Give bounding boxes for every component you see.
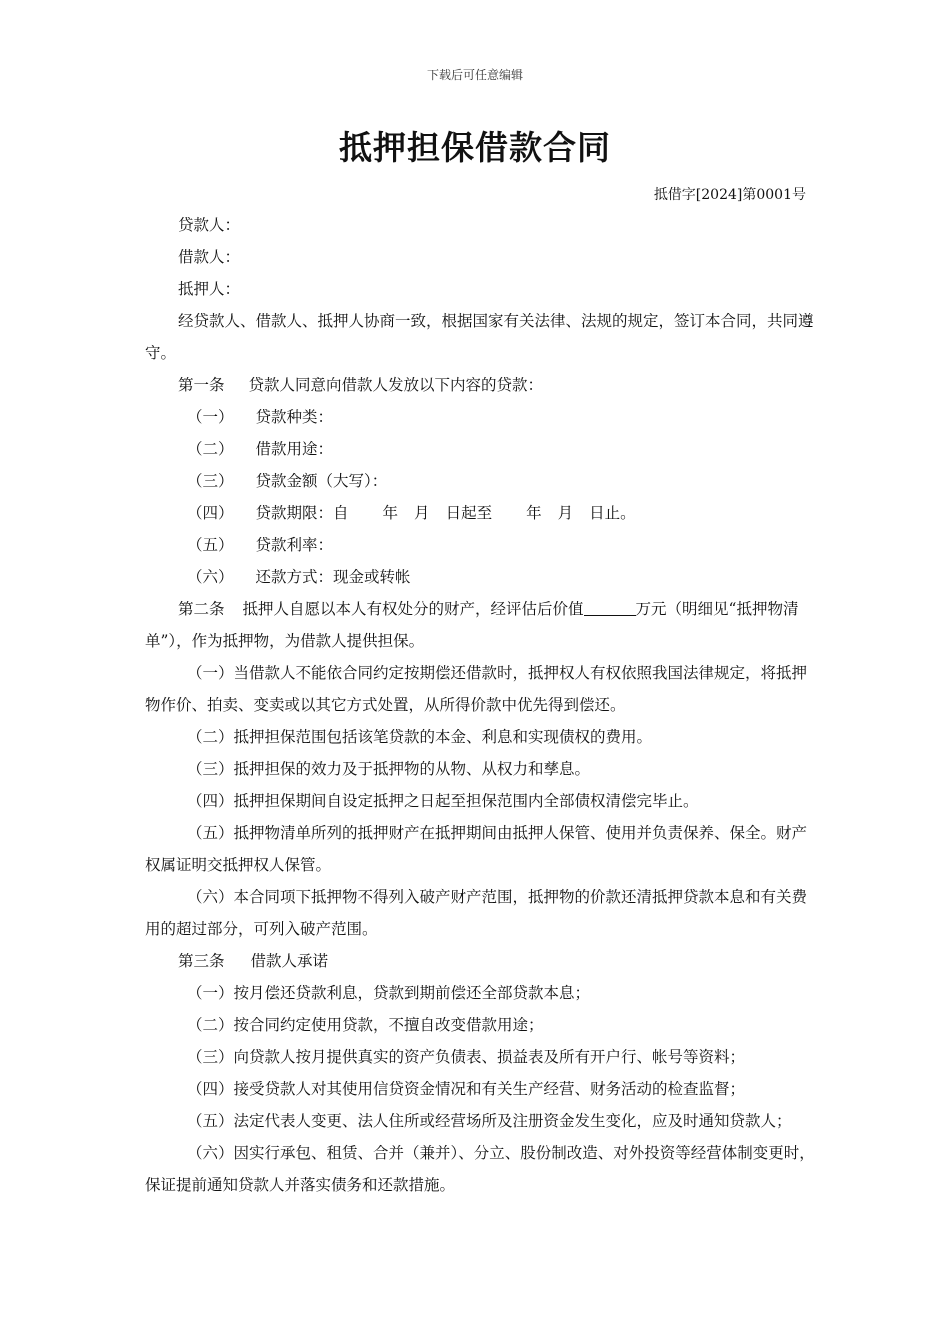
article3-item <box>145 1137 817 1201</box>
term-month-end: 月 <box>557 504 574 522</box>
item-text: （六）本合同项下抵押物不得列入破产财产范围，抵押物的价款还清抵押贷款本息和有关费用的超过部分，可列入破产范围。 <box>145 888 808 938</box>
article2-item <box>145 753 817 785</box>
item-text: （二）按合同约定使用贷款，不擅自改变借款用途； <box>187 1016 544 1034</box>
term-day-end: 日止。 <box>589 504 636 522</box>
article3-item <box>145 1009 817 1041</box>
item-text: （四）抵押担保期间自设定抵押之日起至担保范围内全部债权清偿完毕止。 <box>187 792 699 810</box>
document-title: 抵押担保借款合同 <box>339 128 611 167</box>
contract-body <box>145 209 817 1201</box>
term-day-start: 日起至 <box>445 504 493 522</box>
article2-item <box>145 721 817 753</box>
article2-item <box>145 817 817 881</box>
item-text: （三）抵押担保的效力及于抵押物的从物、从权力和孳息。 <box>187 760 591 778</box>
intro-text: 经贷款人、借款人、抵押人协商一致，根据国家有关法律、法规的规定，签订本合同，共同遵守。 <box>145 312 814 362</box>
item-text: （二）抵押担保范围包括该笔贷款的本金、利息和实现债权的费用。 <box>187 728 653 746</box>
item-text: （四）接受贷款人对其使用信贷资金情况和有关生产经营、财务活动的检查监督； <box>187 1080 746 1098</box>
article3-line <box>145 945 817 977</box>
item-text: （六）因实行承包、租赁、合并（兼并）、分立、股份制改造、对外投资等经营体制变更时，保证提前通知贷款人并落实债务和还款措施。 <box>145 1144 815 1194</box>
article1-heading: 第一条 <box>178 376 225 394</box>
article2-paragraph <box>145 593 817 657</box>
term-year-start: 年 <box>382 504 399 522</box>
article3-item <box>145 1041 817 1073</box>
item-text: （一）当借款人不能依合同约定按期偿还借款时，抵押权人有权依照我国法律规定，将抵押物作价、拍卖、变卖或以其它方式处置，从所得价款中优先得到偿还。 <box>145 664 808 714</box>
article1-text: 贷款人同意向借款人发放以下内容的贷款： <box>248 376 544 394</box>
item-text: 贷款利率： <box>255 536 334 554</box>
article2-text-b: 万元（明细见“抵押物清单”），作为抵押物，为借款人提供担保。 <box>145 600 799 650</box>
item-text: （一）按月偿还贷款利息，贷款到期前偿还全部贷款本息； <box>187 984 591 1002</box>
value-blank <box>584 601 636 616</box>
term-month-start: 月 <box>414 504 430 522</box>
article1-item <box>145 561 817 593</box>
article3-heading: 第三条 <box>178 952 225 970</box>
article2-text-a: 抵押人自愿以本人有权处分的财产，经评估后价值 <box>242 600 584 618</box>
article3-item <box>145 1073 817 1105</box>
article3-item <box>145 977 817 1009</box>
item-text: （五）法定代表人变更、法人住所或经营场所及注册资金发生变化，应及时通知贷款人； <box>187 1112 792 1130</box>
lender-line: 贷款人： <box>178 216 241 234</box>
document-number: 抵借字[2024]第0001号 <box>653 187 806 203</box>
article1-item <box>145 497 817 529</box>
mortgagor-line: 抵押人： <box>178 280 241 298</box>
item-number: （五） <box>187 536 234 554</box>
item-text: 借款用途： <box>255 440 334 458</box>
item-number: （二） <box>187 440 234 458</box>
intro-paragraph <box>145 305 817 369</box>
article1-line <box>145 369 817 401</box>
header-note: 下载后可任意编辑 <box>426 68 523 82</box>
term-label: 贷款期限：自 <box>255 504 349 522</box>
article1-item <box>145 465 817 497</box>
item-number: （三） <box>187 472 234 490</box>
item-text: 还款方式：现金或转帐 <box>255 568 411 586</box>
item-text: （三）向贷款人按月提供真实的资产负债表、损益表及所有开户行、帐号等资料； <box>187 1048 746 1066</box>
article2-item <box>145 657 817 721</box>
item-text: （五）抵押物清单所列的抵押财产在抵押期间由抵押人保管、使用并负责保养、保全。财产权属证明交抵押权人保管。 <box>145 824 808 874</box>
article1-item <box>145 529 817 561</box>
item-number: （四） <box>187 504 234 522</box>
term-year-end: 年 <box>526 504 542 522</box>
article1-item <box>145 433 817 465</box>
article1-item <box>145 401 817 433</box>
item-number: （六） <box>187 568 234 586</box>
article3-item <box>145 1105 817 1137</box>
item-text: 贷款种类： <box>255 408 334 426</box>
article3-text: 借款人承诺 <box>250 952 329 970</box>
article2-heading: 第二条 <box>178 600 225 618</box>
borrower-line: 借款人： <box>178 248 241 266</box>
article2-item <box>145 785 817 817</box>
item-text: 贷款金额（大写）： <box>255 472 388 490</box>
item-number: （一） <box>187 408 234 426</box>
article2-item <box>145 881 817 945</box>
